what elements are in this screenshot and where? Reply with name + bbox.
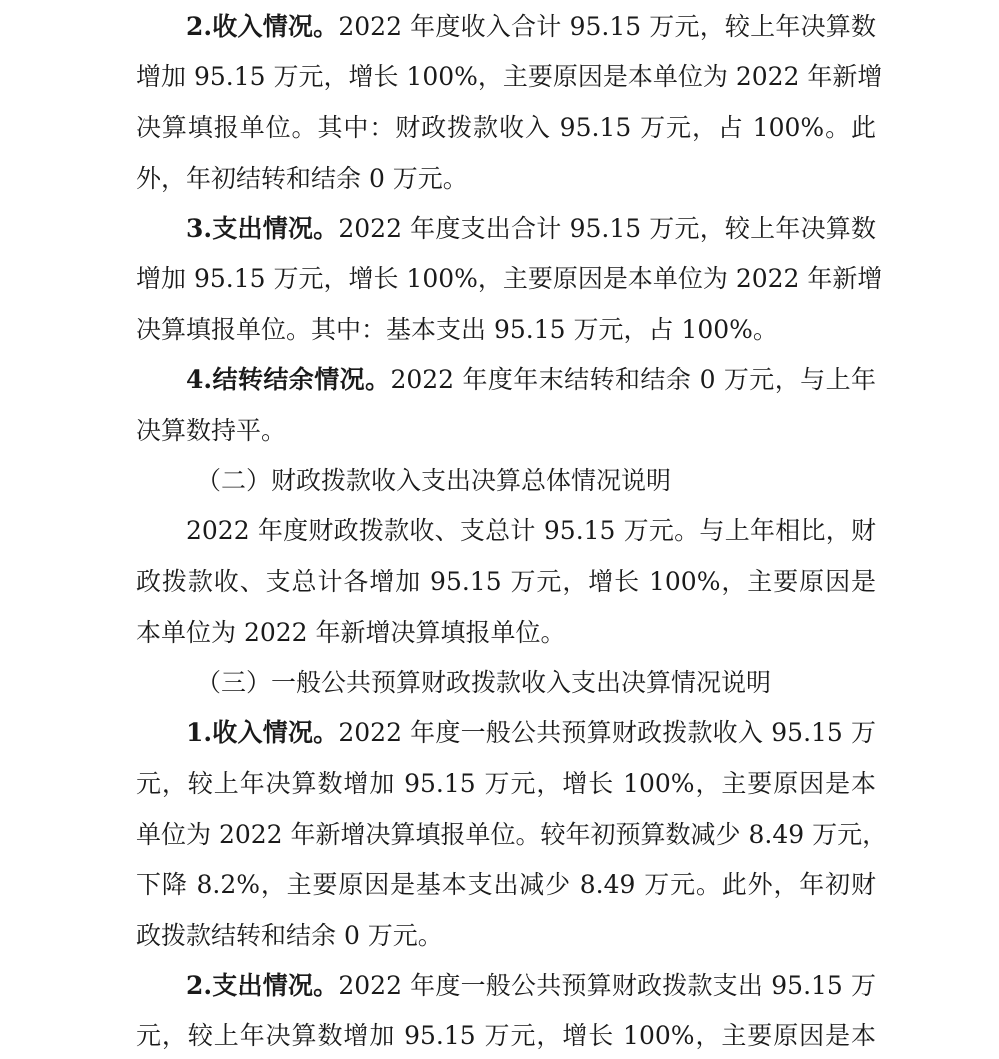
- expenditure-paragraph-line-1: [136, 209, 876, 249]
- gpb-expenditure-line-2: 元，较上年决算数增加 95.15 万元，增长 100%，主要原因是本: [136, 1021, 876, 1050]
- expenditure-paragraph-line-3: 决算填报单位。其中：基本支出 95.15 万元，占 100%。: [136, 315, 778, 344]
- income-paragraph-line-1: [136, 7, 876, 47]
- subsection-3-title: （三）一般公共预算财政拨款收入支出决算情况说明: [196, 668, 772, 697]
- gpb-income-heading: 1.收入情况。: [186, 718, 339, 747]
- expenditure-heading: 3.支出情况。: [186, 214, 339, 243]
- subsection-2-title: （二）财政拨款收入支出决算总体情况说明: [196, 466, 672, 495]
- gpb-income-line-3: 单位为 2022 年新增决算填报单位。较年初预算数减少 8.49 万元，: [136, 820, 888, 849]
- carryover-paragraph-line-2: 决算数持平。: [136, 416, 287, 445]
- gpb-income-line-1: [136, 713, 876, 753]
- gpb-expenditure-text: 2022 年度一般公共预算财政拨款支出 95.15 万: [338, 971, 876, 1000]
- expenditure-paragraph-line-2: 增加 95.15 万元，增长 100%，主要原因是本单位为 2022 年新增: [136, 264, 883, 293]
- subsection-2-line-2: 政拨款收、支总计各增加 95.15 万元，增长 100%，主要原因是: [136, 567, 876, 596]
- gpb-income-line-2: 元，较上年决算数增加 95.15 万元，增长 100%，主要原因是本: [136, 769, 876, 798]
- income-paragraph-line-2: 增加 95.15 万元，增长 100%，主要原因是本单位为 2022 年新增: [136, 62, 883, 91]
- subsection-2-line-1: 2022 年度财政拨款收、支总计 95.15 万元。与上年相比，财: [186, 516, 876, 545]
- gpb-income-line-4: 下降 8.2%，主要原因是基本支出减少 8.49 万元。此外，年初财: [136, 870, 876, 899]
- income-heading: 2.收入情况。: [186, 12, 339, 41]
- income-text: 2022 年度收入合计 95.15 万元，较上年决算数: [338, 12, 876, 41]
- gpb-income-line-5: 政拨款结转和结余 0 万元。: [136, 921, 443, 950]
- gpb-expenditure-heading: 2.支出情况。: [186, 971, 339, 1000]
- income-paragraph-line-4: 外，年初结转和结余 0 万元。: [136, 164, 468, 193]
- carryover-text: 2022 年度年末结转和结余 0 万元，与上年: [390, 365, 876, 394]
- carryover-heading: 4.结转结余情况。: [186, 365, 391, 394]
- subsection-2-line-3: 本单位为 2022 年新增决算填报单位。: [136, 618, 566, 647]
- carryover-paragraph-line-1: [136, 360, 876, 400]
- gpb-expenditure-line-1: [136, 966, 876, 1006]
- gpb-income-text: 2022 年度一般公共预算财政拨款收入 95.15 万: [338, 718, 876, 747]
- expenditure-text: 2022 年度支出合计 95.15 万元，较上年决算数: [338, 214, 876, 243]
- income-paragraph-line-3: 决算填报单位。其中：财政拨款收入 95.15 万元，占 100%。此: [136, 113, 876, 142]
